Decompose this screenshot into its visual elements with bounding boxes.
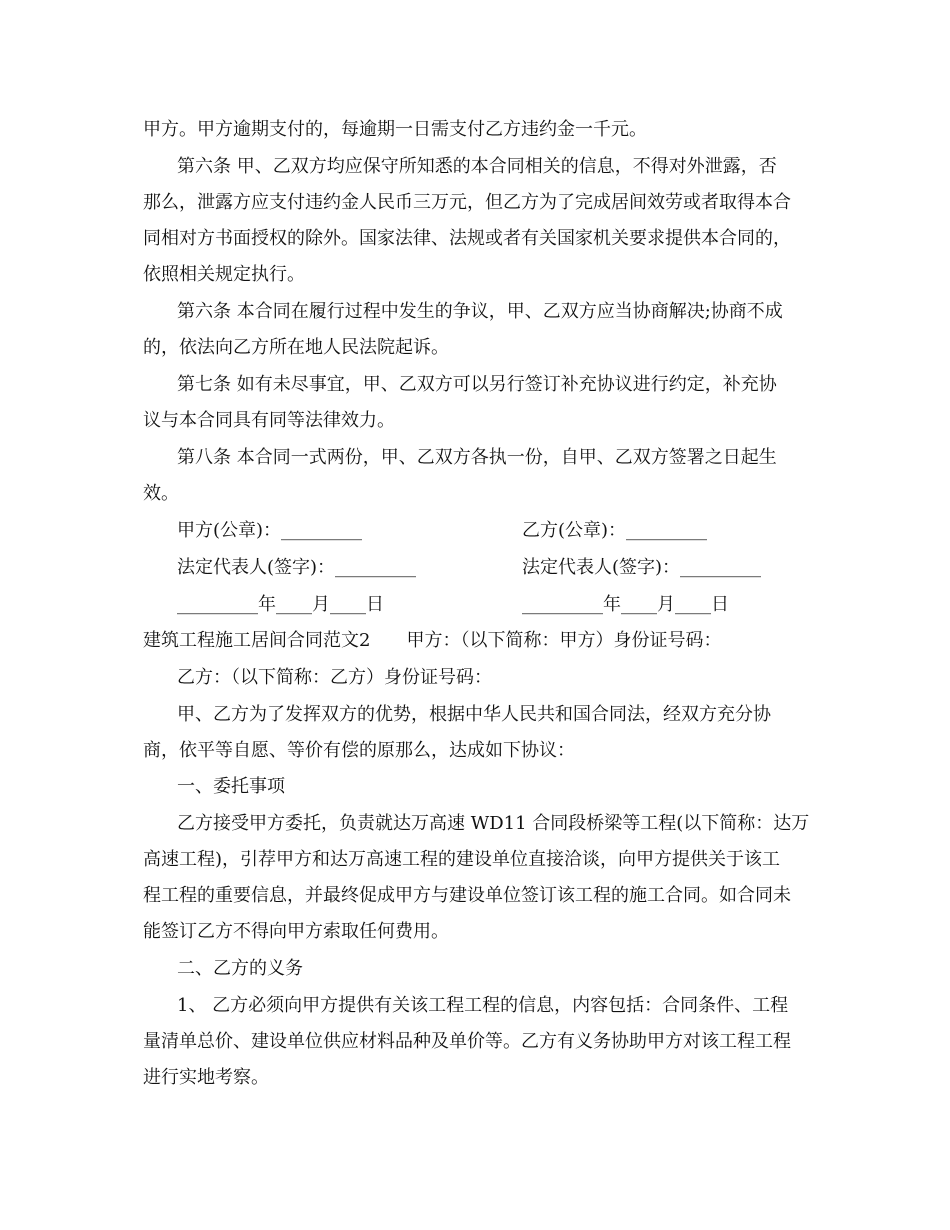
paragraph-line: 进行实地考察。	[143, 1067, 269, 1088]
paragraph-line: 依照相关规定执行。	[143, 264, 305, 285]
paragraph-line: 能签订乙方不得向甲方索取任何费用。	[143, 921, 449, 942]
party-b-date-field: _________年____月____日	[522, 594, 729, 615]
party-b-seal-field: 乙方(公章)：_________	[522, 520, 708, 541]
paragraph-line: 量清单总价、建设单位供应材料品种及单价等。乙方有义务协助甲方对该工程工程	[143, 1031, 791, 1052]
paragraph-line: 议与本合同具有同等法律效力。	[143, 410, 395, 431]
party-b-representative-field: 法定代表人(签字)：_________	[522, 557, 762, 578]
paragraph-line: 效。	[143, 483, 179, 504]
paragraph-line: 乙方接受甲方委托，负责就达万高速 WD11 合同段桥梁等工程(以下简称：达万	[177, 813, 810, 834]
paragraph-line: 同相对方书面授权的除外。国家法律、法规或者有关国家机关要求提供本合同的，	[143, 228, 791, 249]
clause-8-line: 第八条 本合同一式两份，甲、乙双方各执一份，自甲、乙双方签署之日起生	[177, 447, 777, 468]
paragraph-line: 程工程的重要信息，并最终促成甲方与建设单位签订该工程的施工合同。如合同未	[143, 885, 791, 906]
section-heading: 二、乙方的义务	[177, 958, 303, 979]
paragraph-line: 甲方。甲方逾期支付的，每逾期一日需支付乙方违约金一千元。	[143, 119, 647, 140]
section-heading: 一、委托事项	[177, 776, 285, 797]
party-a-date-field: _________年____月____日	[177, 594, 384, 615]
clause-7-line: 第七条 如有未尽事宜，甲、乙双方可以另行签订补充协议进行约定，补充协	[177, 374, 777, 395]
paragraph-line: 那么，泄露方应支付违约金人民币三万元，但乙方为了完成居间效劳或者取得本合	[143, 192, 791, 213]
preamble-line: 甲、乙方为了发挥双方的优势，根据中华人民共和国合同法，经双方充分协	[177, 704, 771, 725]
paragraph-line: 的，依法向乙方所在地人民法院起诉。	[143, 337, 449, 358]
contract-title-line: 建筑工程施工居间合同范文2 甲方：（以下简称：甲方）身份证号码：	[143, 630, 722, 651]
party-b-id-line: 乙方：（以下简称：乙方）身份证号码：	[177, 667, 492, 688]
party-a-representative-field: 法定代表人(签字)：_________	[177, 557, 417, 578]
clause-6b-line: 第六条 本合同在履行过程中发生的争议，甲、乙双方应当协商解决;协商不成	[177, 301, 783, 322]
paragraph-line: 商，依平等自愿、等价有偿的原那么，达成如下协议：	[143, 740, 575, 761]
party-a-seal-field: 甲方(公章)：_________	[177, 520, 363, 541]
paragraph-line: 1、 乙方必须向甲方提供有关该工程工程的信息，内容包括：合同条件、工程	[177, 995, 789, 1016]
paragraph-line: 高速工程)，引荐甲方和达万高速工程的建设单位直接洽谈，向甲方提供关于该工	[143, 849, 781, 870]
clause-6-line: 第六条 甲、乙双方均应保守所知悉的本合同相关的信息，不得对外泄露，否	[177, 156, 777, 177]
